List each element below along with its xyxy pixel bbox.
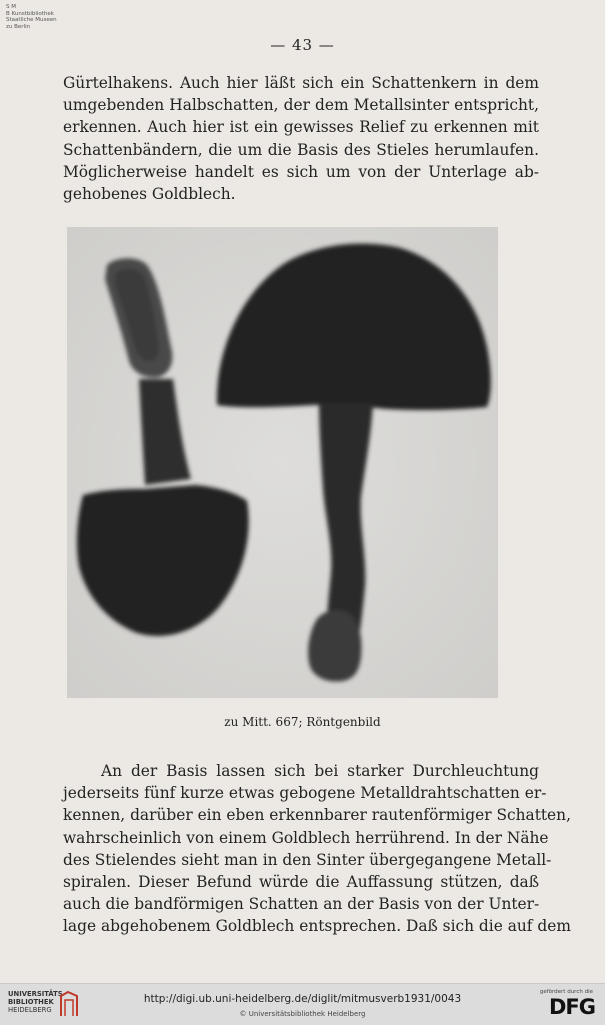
text-line: lage abgehobenem Goldblech entsprechen. Daß sich die auf dem (63, 917, 571, 936)
page-number: — 43 — (270, 36, 335, 54)
logo-line: HEIDELBERG (8, 1006, 52, 1014)
text-line: An der Basis lassen sich bei starker Durchleuchtung (101, 762, 539, 780)
text-line: Schattenbändern, die um die Basis des Stieles herumlaufen. (63, 140, 539, 159)
permalink-url[interactable]: http://digi.ub.uni-heidelberg.de/diglit/mitmusverb1931/0043 (143, 993, 462, 1005)
figure-caption: zu Mitt. 667; Röntgenbild (224, 715, 381, 729)
paragraph-bottom (63, 760, 571, 938)
stamp-line: B Kunstbibliothek (6, 10, 54, 17)
stamp-line: zu Berlin (6, 23, 31, 30)
text-line: erkennen. Auch hier ist ein gewisses Relief zu erkennen mit (63, 118, 539, 137)
text-line: umgebenden Halbschatten, der dem Metallsinter entspricht, (63, 96, 539, 115)
xray-image (67, 227, 498, 698)
text-line: Möglicherweise handelt es sich um von der Unterlage ab- (63, 162, 539, 181)
dfg-funding-note: gefördert durch die (539, 989, 593, 995)
stamp-line: S M (6, 4, 16, 10)
text-line: gehobenes Goldblech. (63, 185, 236, 204)
text-line: jederseits fünf kurze etwas gebogene Metalldrahtschatten er- (63, 784, 547, 803)
text-line: Gürtelhakens. Auch hier läßt sich ein Schattenkern in dem (63, 74, 539, 92)
text-line: wahrscheinlich von einem Goldblech herrührend. In der Nähe (63, 828, 549, 847)
logo-line: UNIVERSITÄTS- (8, 990, 66, 998)
viewer-footer (0, 983, 605, 1025)
text-line: spiralen. Dieser Befund würde die Auffassung stützen, daß (63, 873, 539, 892)
text-line: kennen, darüber ein eben erkennbarer rautenförmiger Schatten, (63, 806, 571, 825)
logo-line: BIBLIOTHEK (8, 998, 54, 1006)
library-stamp (6, 4, 57, 30)
dfg-logo[interactable]: DFG (548, 995, 595, 1019)
copyright-notice: © Universitätsbibliothek Heidelberg (239, 1010, 366, 1018)
xray-photograph (67, 227, 498, 698)
text-line: des Stielendes sieht man in den Sinter übergegangene Metall- (63, 850, 552, 869)
paragraph-top (63, 72, 539, 205)
text-line: auch die bandförmigen Schatten an der Basis von der Unter- (63, 895, 540, 914)
stamp-line: Staatliche Museen (6, 17, 57, 23)
